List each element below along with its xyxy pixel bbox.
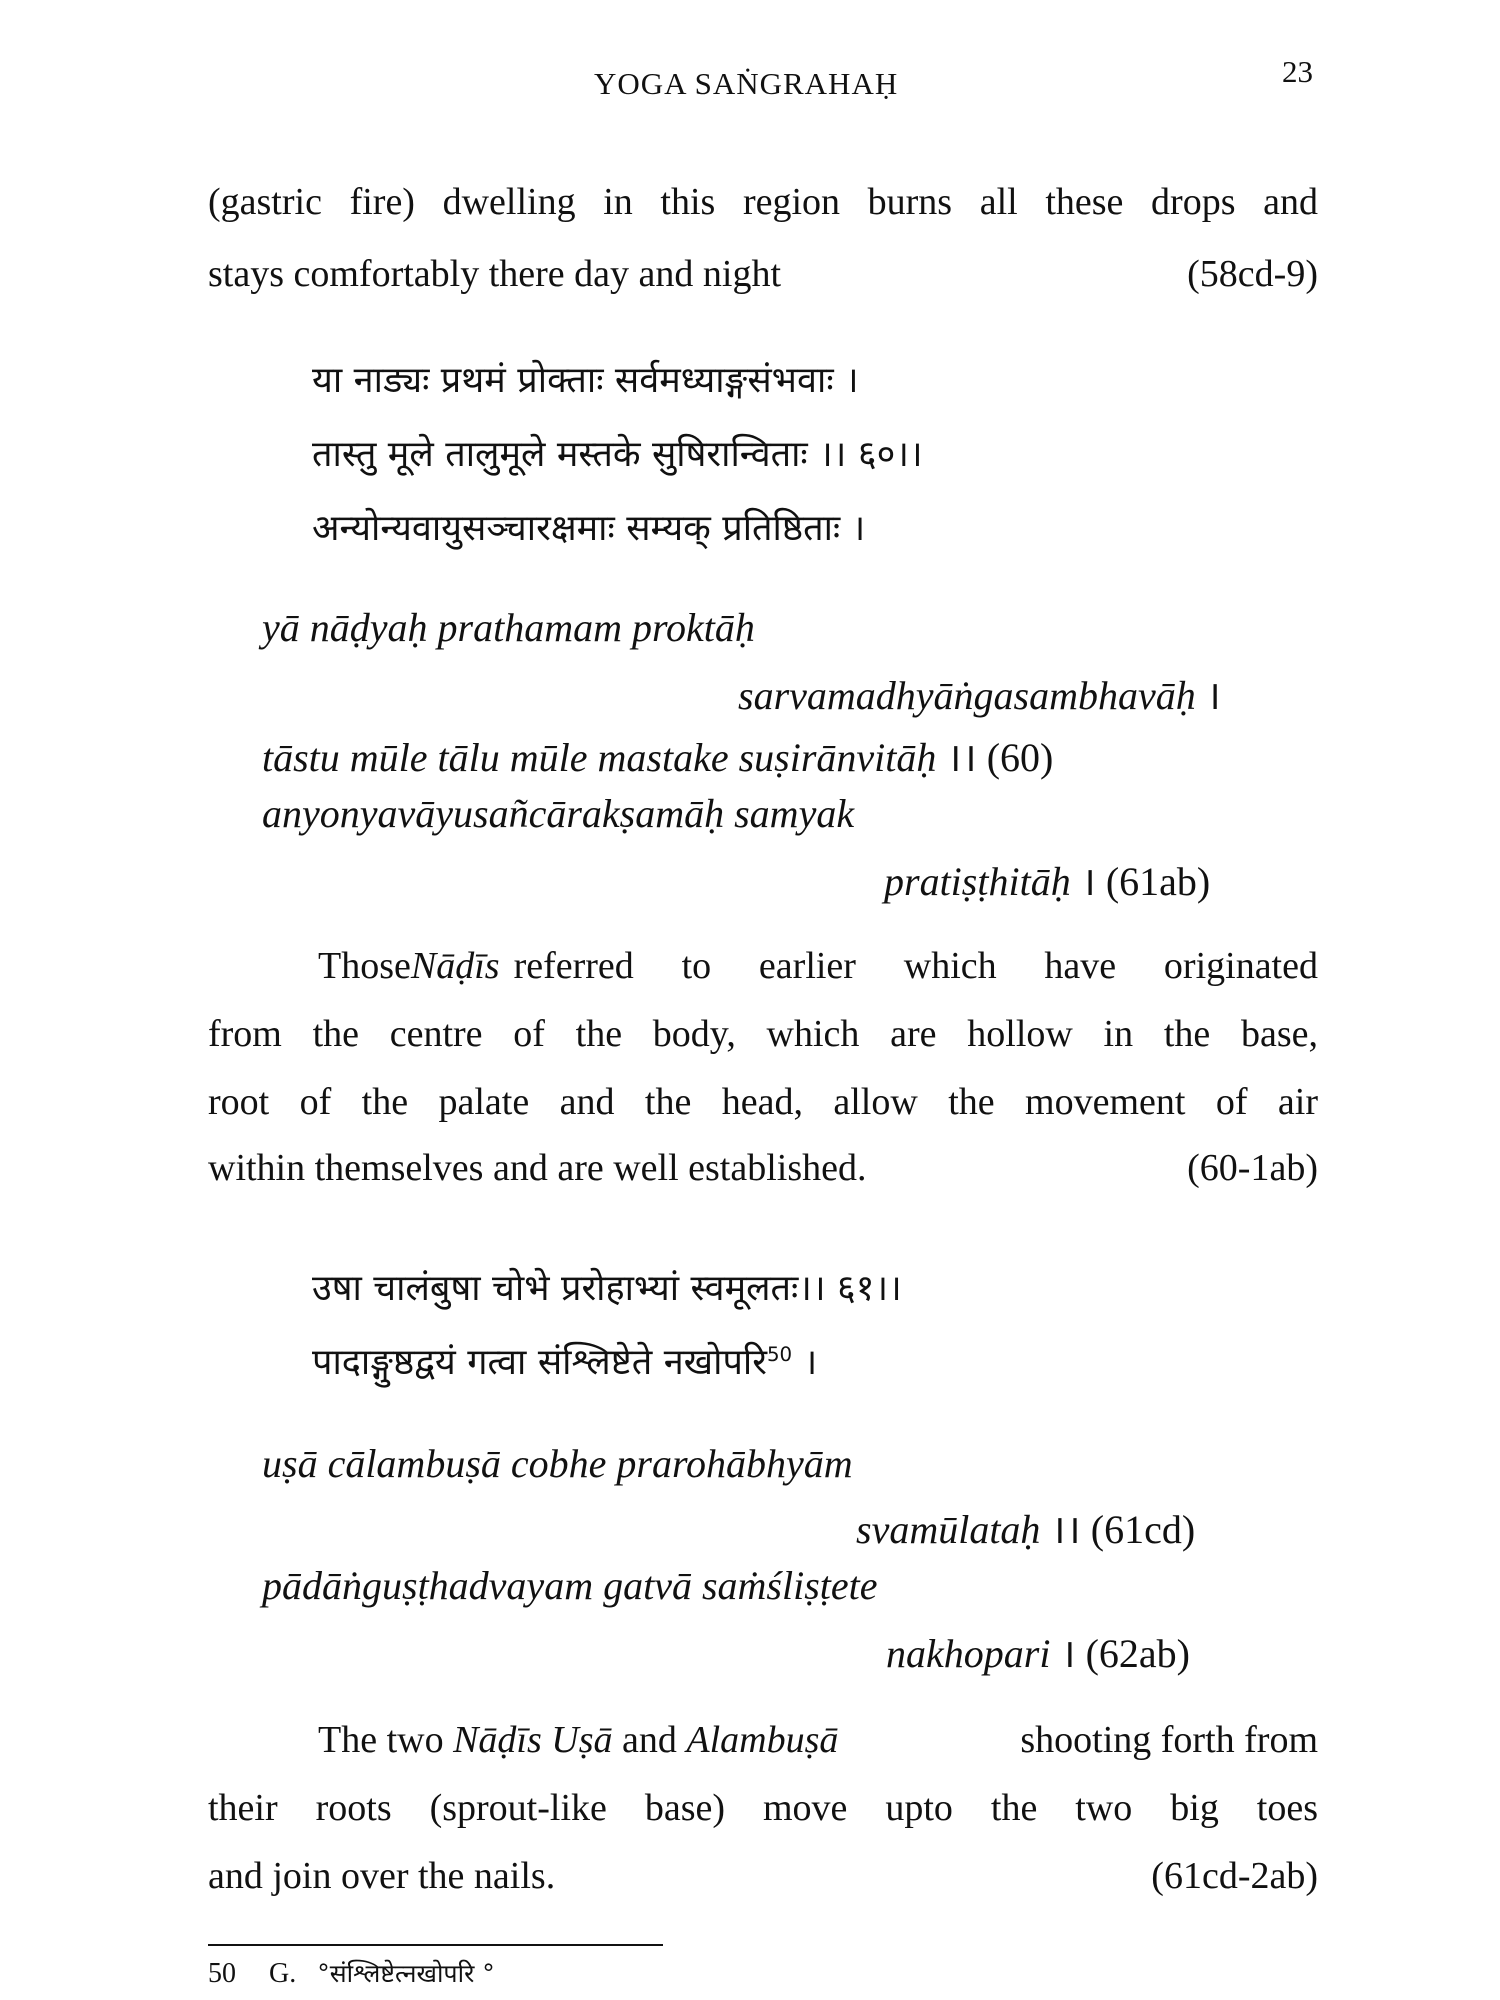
running-header: YOGA SAṄGRAHAḤ [594, 66, 899, 101]
sanskrit-2-line-2-text: पादाङ्गुष्ठद्वयं गत्वा संश्लिष्टेते नखोपरि [312, 1342, 767, 1383]
danda-mark: । [1205, 673, 1221, 718]
translit-1-line-2-text: sarvamadhyāṅgasambhavāḥ [738, 673, 1196, 718]
sanskrit-2-line-1: उषा चालंबुषा चोभे प्ररोहाभ्यां स्वमूलतः।। ६१।। [312, 1268, 902, 1309]
p2-line-1 [318, 944, 1318, 988]
translit-1-line-5-text: pratiṣṭhitāḥ [884, 859, 1071, 904]
page-number: 23 [1282, 54, 1313, 89]
footnote-text: °संश्लिष्टेत्नखोपरि ° [317, 1959, 495, 1988]
verse-ref-62ab: । (62ab) [1060, 1631, 1190, 1676]
translit-1-line-1: yā nāḍyaḥ prathamam proktāḥ [262, 605, 755, 650]
translit-1-line-5 [884, 852, 1210, 907]
p3-line-3 [208, 1854, 1318, 1898]
translit-2-line-2 [856, 1500, 1195, 1555]
sanskrit-1-line-1: या नाड्यः प्रथमं प्रोक्ताः सर्वमध्याङ्गसंभवाः । [312, 360, 859, 401]
verse-ref-61cd: ।। (61cd) [1050, 1507, 1196, 1552]
footnote-number: 50 [208, 1958, 236, 1989]
p2-line-2: from the centre of the body, which are hollow in the base, [208, 1013, 1318, 1055]
footnote-marker: 50 [766, 1343, 793, 1366]
sanskrit-2-danda: । [803, 1342, 818, 1383]
footnote [208, 1956, 495, 1990]
sanskrit-1-line-2: तास्तु मूले तालुमूले मस्तके सुषिरान्विताः ।। ६०।। [312, 434, 923, 475]
translit-2-line-3: pādāṅguṣṭhadvayam gatvā saṁśliṣṭete [262, 1563, 878, 1608]
p3-term-usa: Uṣā [551, 1719, 613, 1761]
p3-line-1-rest: shooting forth from [1020, 1719, 1318, 1761]
p2-line-4-text: within themselves and are well established. [208, 1147, 867, 1189]
footnote-rule [208, 1944, 663, 1946]
footnote-source: G. [269, 1958, 297, 1989]
p3-term-alambusa: Alambuṣā [686, 1719, 839, 1761]
p1-line-1: (gastric fire) dwelling in this region burns all these drops and [208, 181, 1318, 223]
sanskrit-2-line-2 [312, 1336, 817, 1385]
translit-2-line-4-text: nakhopari [886, 1631, 1051, 1676]
p3-line-2: their roots (sprout-like base) move upto the two big toes [208, 1787, 1318, 1829]
p3-line-3-text: and join over the nails. [208, 1855, 556, 1897]
verse-ref-60: ।। (60) [946, 735, 1054, 780]
p1-line-2 [208, 252, 1318, 296]
verse-ref-61ab: । (61ab) [1080, 859, 1211, 904]
p2-term-nadis: Nāḍīs [410, 945, 500, 987]
p2-word-those: Those [318, 945, 411, 987]
sanskrit-1-line-3: अन्योन्यवायुसञ्चारक्षमाः सम्यक् प्रतिष्ठिताः । [312, 508, 866, 549]
translit-1-line-3 [262, 728, 1053, 783]
translit-2-line-2-text: svamūlataḥ [856, 1507, 1041, 1552]
translit-2-line-4 [886, 1624, 1190, 1679]
p2-line-4 [208, 1146, 1318, 1190]
p1-verse-ref: (58cd-9) [1187, 253, 1318, 295]
p2-line-1-rest: referred to earlier which have originated [513, 945, 1318, 987]
translit-1-line-4: anyonyavāyusañcārakṣamāḥ samyak [262, 791, 855, 836]
p3-line-1 [318, 1718, 1318, 1762]
p2-line-3: root of the palate and the head, allow the movement of air [208, 1081, 1318, 1123]
translit-1-line-2 [738, 666, 1221, 721]
p1-line-2-text: stays comfortably there day and night [208, 253, 782, 295]
p3-verse-ref: (61cd-2ab) [1151, 1855, 1318, 1897]
p3-term-nadis: Nāḍīs [453, 1719, 542, 1761]
p3-and: and [622, 1719, 677, 1761]
translit-1-line-3-text: tāstu mūle tālu mūle mastake suṣirānvitāḥ [262, 735, 937, 780]
p3-pre: The two [318, 1719, 444, 1761]
p2-verse-ref: (60-1ab) [1187, 1147, 1318, 1189]
translit-2-line-1: uṣā cālambuṣā cobhe prarohābhyām [262, 1441, 853, 1486]
